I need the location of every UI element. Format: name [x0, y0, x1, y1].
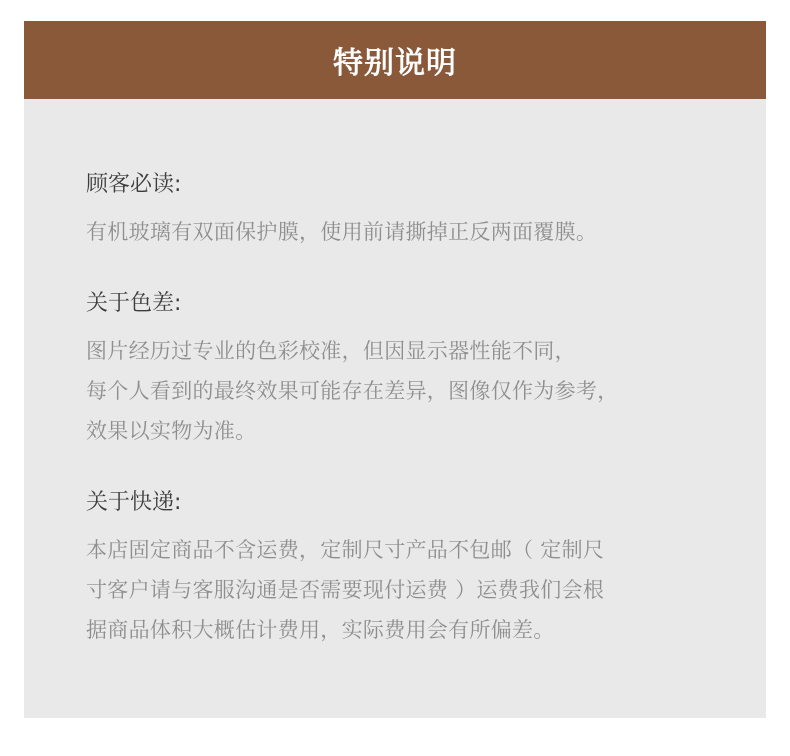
section-customer-notice: [86, 171, 726, 252]
notice-card: [24, 21, 766, 718]
section-text-line: 据商品体积大概估计费用，实际费用会有所偏差。: [86, 618, 555, 642]
section-color-difference: [86, 290, 726, 451]
section-title: 关于快递:: [86, 490, 182, 515]
section-title: 关于色差:: [86, 291, 182, 316]
notice-header: [24, 21, 766, 99]
section-shipping: [86, 489, 726, 650]
page-title: 特别说明: [333, 46, 457, 81]
section-text-line: 图片经历过专业的色彩校准，但因显示器性能不同，: [86, 339, 576, 363]
notice-content: [86, 171, 726, 688]
section-text-line: 每个人看到的最终效果可能存在差异，图像仅作为参考，: [86, 379, 619, 403]
section-title: 顾客必读:: [86, 172, 182, 197]
section-text-line: 本店固定商品不含运费，定制尺寸产品不包邮（ 定制尺: [86, 538, 605, 562]
section-text-line: 效果以实物为准。: [86, 419, 257, 443]
section-text-line: 有机玻璃有双面保护膜，使用前请撕掉正反两面覆膜。: [86, 220, 598, 244]
section-text-line: 寸客户请与客服沟通是否需要现付运费 ）运费我们会根: [86, 578, 605, 602]
